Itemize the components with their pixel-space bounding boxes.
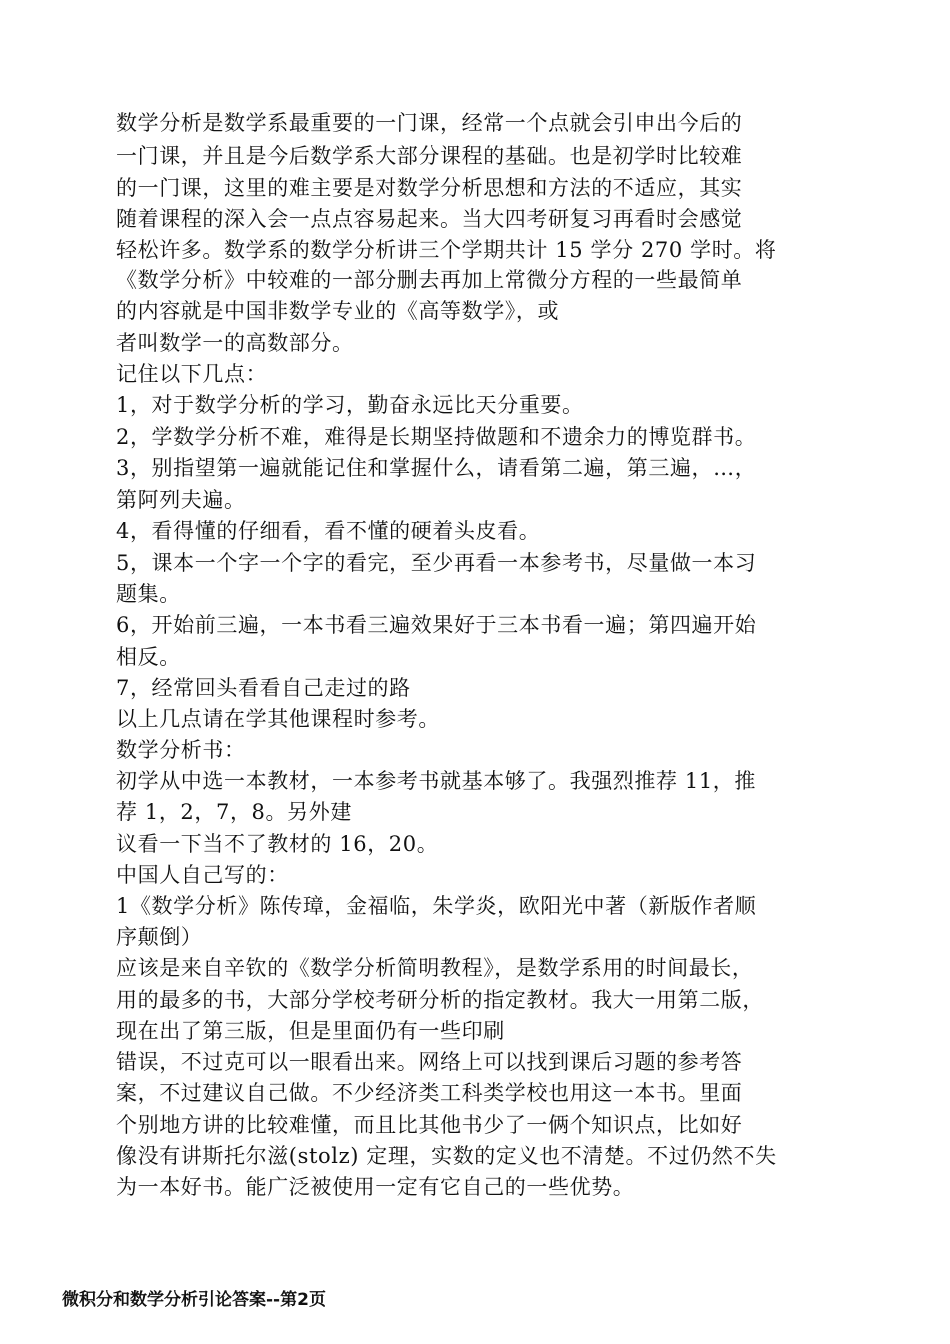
text-line: 数学分析是数学系最重要的一门课，经常一个点就会引申出今后的	[116, 111, 743, 135]
text-line: 《数学分析》中较难的一部分删去再加上常微分方程的一些最简单	[116, 268, 743, 292]
text-line: 错误，不过克可以一眼看出来。网络上可以找到课后习题的参考答	[116, 1050, 743, 1074]
text-line: 1，对于数学分析的学习，勤奋永远比天分重要。	[116, 393, 584, 417]
text-line: 轻松许多。数学系的数学分析讲三个学期共计 15 学分 270 学时。将	[116, 238, 777, 262]
text-line: 以上几点请在学其他课程时参考。	[116, 707, 440, 731]
text-line: 初学从中选一本教材，一本参考书就基本够了。我强烈推荐 11，推	[116, 769, 756, 793]
text-line: 3，别指望第一遍就能记住和掌握什么，请看第二遍，第三遍，…，	[116, 456, 757, 480]
text-line: 为一本好书。能广泛被使用一定有它自己的一些优势。	[116, 1175, 635, 1199]
text-line: 案，不过建议自己做。不少经济类工科类学校也用这一本书。里面	[116, 1081, 743, 1105]
text-line: 随着课程的深入会一点点容易起来。当大四考研复习再看时会感觉	[116, 207, 743, 231]
text-line: 7，经常回头看看自己走过的路	[116, 676, 411, 700]
text-line: 的内容就是中国非数学专业的《高等数学》，或	[116, 299, 560, 323]
text-line: 的一门课，这里的难主要是对数学分析思想和方法的不适应，其实	[116, 176, 743, 200]
text-line: 现在出了第三版，但是里面仍有一些印刷	[116, 1019, 505, 1043]
text-line: 个别地方讲的比较难懂，而且比其他书少了一俩个知识点，比如好	[116, 1113, 743, 1137]
text-line: 序颠倒）	[116, 925, 203, 949]
text-line: 题集。	[116, 582, 181, 606]
text-line: 第阿列夫遍。	[116, 488, 246, 512]
text-line: 1《数学分析》陈传璋，金福临，朱学炎，欧阳光中著（新版作者顺	[116, 894, 757, 918]
text-line: 2，学数学分析不难，难得是长期坚持做题和不遗余力的博览群书。	[116, 425, 757, 449]
text-line: 中国人自己写的：	[116, 863, 289, 887]
text-line: 者叫数学一的高数部分。	[116, 331, 354, 355]
text-line: 用的最多的书，大部分学校考研分析的指定教材。我大一用第二版，	[116, 988, 764, 1012]
text-line: 5，课本一个字一个字的看完，至少再看一本参考书，尽量做一本习	[116, 551, 757, 575]
text-line: 相反。	[116, 645, 181, 669]
text-line: 像没有讲斯托尔滋(stolz) 定理，实数的定义也不清楚。不过仍然不失	[116, 1144, 777, 1168]
text-line: 一门课，并且是今后数学系大部分课程的基础。也是初学时比较难	[116, 144, 743, 168]
text-line: 议看一下当不了教材的 16，20。	[116, 832, 439, 856]
text-line: 4，看得懂的仔细看，看不懂的硬着头皮看。	[116, 519, 541, 543]
text-line: 数学分析书：	[116, 738, 246, 762]
text-line: 荐 1，2，7，8。另外建	[116, 800, 352, 824]
page-footer: 微积分和数学分析引论答案--第2页	[62, 1290, 326, 1310]
text-line: 应该是来自辛钦的《数学分析简明教程》，是数学系用的时间最长，	[116, 956, 754, 980]
text-line: 记住以下几点：	[116, 362, 268, 386]
text-line: 6，开始前三遍，一本书看三遍效果好于三本书看一遍；第四遍开始	[116, 613, 757, 637]
